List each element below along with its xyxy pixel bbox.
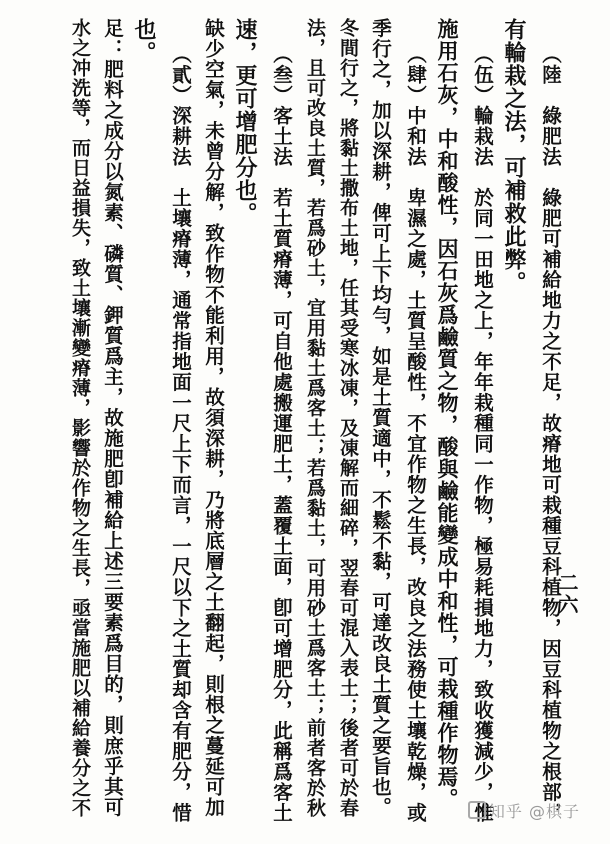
page-number: 二六 [555,572,579,616]
text-column-2: 足：肥料之成分以氮素、磷質、鉀質爲主，故施肥卽補給上述三要素爲目的，則庶乎其可 [101,18,124,818]
text-column-14: 有輪栽之法，可補救此弊。 [501,18,527,294]
text-column-9: 冬間行之，將黏土撒布土地，任其受寒冰凍，及凍解而細碎，翌春可混入表土；後者可於春 [337,18,359,818]
text-column-13: （伍）輪栽法 於同一田地之上，年年栽種同一作物，極易耗損地力，致收獲減少，惟 [471,44,494,823]
text-column-10: 季行之，加以深耕，俾可上下均勻，如是土質適中，不鬆不黏，可達改良土質之要旨也。 [369,18,392,818]
watermark-text: 知乎 @棋子 [488,802,580,821]
text-column-4: （貳）深耕法 土壤瘠薄，通常指地面一尺上下而言，一尺以下之土質却含有肥分，惜 [169,44,192,823]
text-column-11: （肆）中和法 卑濕之處，土質呈酸性，不宜作物之生長，改良之法務使土壤乾燥，或 [404,44,427,823]
zhihu-watermark [468,799,580,822]
text-column-12: 施用石灰，中和酸性，因石灰爲鹼質之物，酸與鹼能變成中和性，可栽種作物焉。 [435,18,460,810]
text-column-3: 也。 [131,18,157,64]
zhihu-logo-icon [468,801,486,819]
text-column-5: 缺少空氣，未曾分解，致作物不能利用，故須深耕，乃將底層之土翻起，則根之蔓延可加 [202,18,225,818]
text-column-7: （叁）客土法 若土質瘠薄，可自他處搬運肥土，蓋覆土面，卽可增肥分，此稱爲客土 [270,44,293,823]
text-column-15: （陸 綠肥法 綠肥可補給地力之不足，故瘠地可栽種豆科植物，因豆科植物之根部， [539,44,562,823]
text-column-8: 法，且可改良土質，若爲砂土，宜用黏土爲客土；若爲黏土，可用砂土爲客土；前者客於秋 [304,18,326,818]
text-column-6: 速，更可增肥分也。 [232,18,258,225]
text-column-1: 水之冲洗等，而日益損失，致土壤漸變瘠薄，影響於作物之生長，亟當施肥以補給養分之不 [69,18,91,818]
